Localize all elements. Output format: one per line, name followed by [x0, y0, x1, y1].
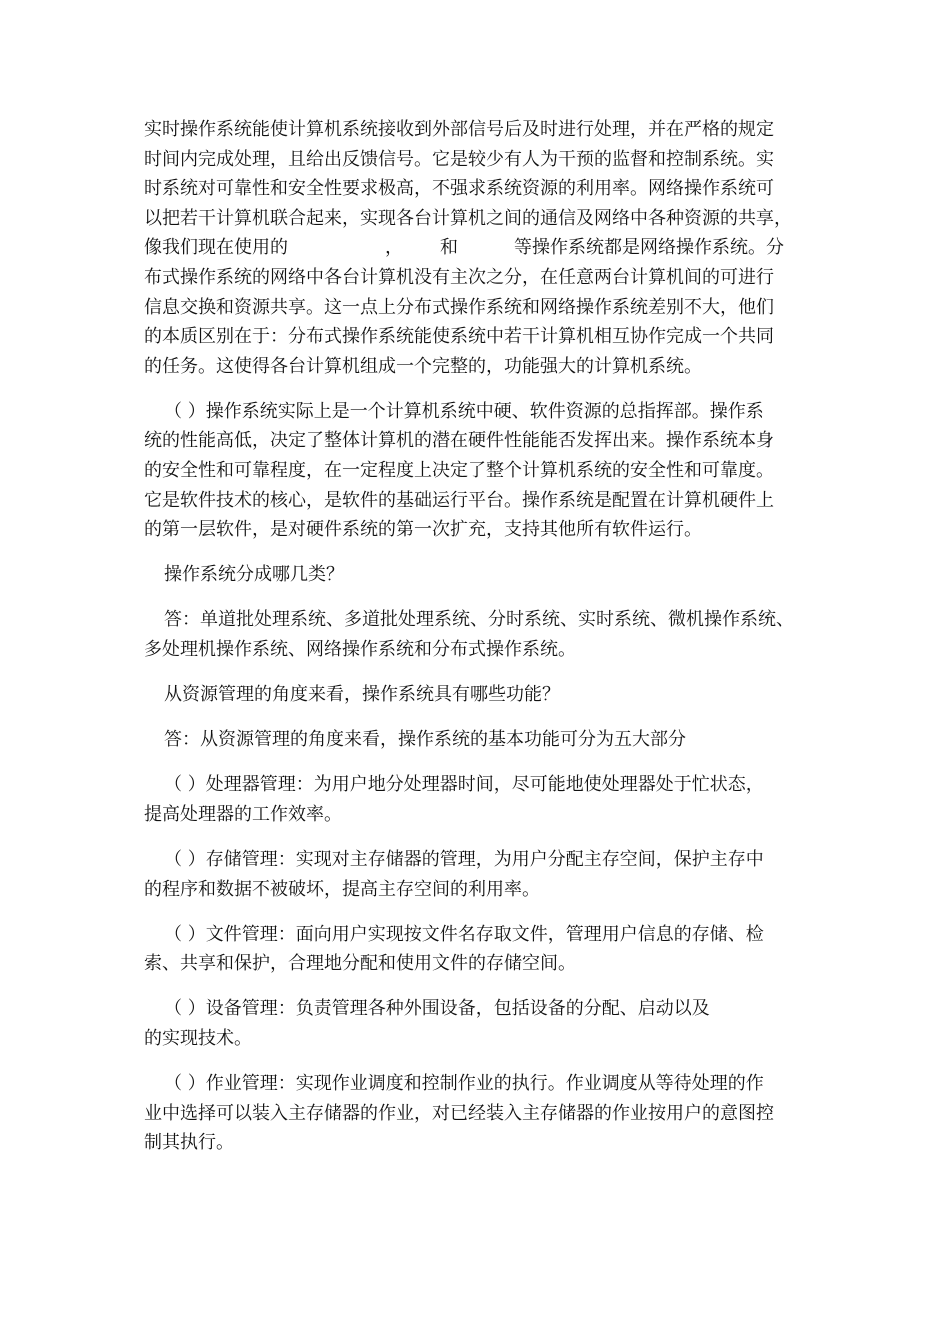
text-line: 答：单道批处理系统、多道批处理系统、分时系统、实时系统、微机操作系统、: [164, 609, 794, 631]
text-line: 的程序和数据不被破坏，提高主存空间的利用率。: [144, 878, 540, 900]
text-line: 的第一层软件，是对硬件系统的第一次扩充，支持其他所有软件运行。: [144, 519, 702, 541]
text-line: 它是软件技术的核心，是软件的基础运行平台。操作系统是配置在计算机硬件上: [144, 489, 774, 511]
text-fragment: ，: [385, 237, 403, 259]
text-line: （ ）存储管理：实现对主存储器的管理，为用户分配主存空间，保护主存中: [164, 848, 764, 870]
text-line: 布式操作系统的网络中各台计算机没有主次之分，在任意两台计算机间的可进行: [144, 266, 774, 288]
text-fragment: 像我们现在使用的: [144, 237, 288, 259]
text-line: 答：从资源管理的角度来看，操作系统的基本功能可分为五大部分: [164, 729, 686, 751]
text-line: 时系统对可靠性和安全性要求极高，不强求系统资源的利用率。网络操作系统可: [144, 178, 774, 200]
text-line: 业中选择可以装入主存储器的作业，对已经装入主存储器的作业按用户的意图控: [144, 1102, 774, 1124]
function-processor-management: [144, 770, 812, 829]
text-fragment: 和: [440, 237, 458, 259]
function-storage-management: [144, 845, 812, 904]
text-line: 多处理机操作系统、网络操作系统和分布式操作系统。: [144, 639, 576, 660]
paragraph-os-role: [144, 397, 812, 545]
text-line: 时间内完成处理，且给出反馈信号。它是较少有人为干预的监督和控制系统。实: [144, 148, 774, 170]
document-page: [144, 115, 812, 1173]
text-line: 实时操作系统能使计算机系统接收到外部信号后及时进行处理，并在严格的规定: [144, 119, 774, 140]
text-line: 的安全性和可靠程度，在一定程度上决定了整个计算机系统的安全性和可靠度。: [144, 460, 774, 482]
text-line: 索、共享和保护，合理地分配和使用文件的存储空间。: [144, 953, 576, 975]
text-line: 信息交换和资源共享。这一点上分布式操作系统和网络操作系统差别不大，他们: [144, 296, 774, 318]
text-line: 从资源管理的角度来看，操作系统具有哪些功能？: [164, 684, 560, 706]
text-line: （ ）操作系统实际上是一个计算机系统中硬、软件资源的总指挥部。操作系: [164, 400, 764, 422]
text-line: 制其执行。: [144, 1132, 234, 1154]
text-line: 统的性能高低，决定了整体计算机的潜在硬件性能能否发挥出来。操作系统本身: [144, 430, 774, 452]
text-line: 提高处理器的工作效率。: [144, 803, 342, 825]
answer-os-categories: [144, 605, 812, 664]
text-line: （ ）处理器管理：为用户地分处理器时间，尽可能地使处理器处于忙状态，: [164, 774, 764, 796]
text-line: （ ）设备管理：负责管理各种外围设备，包括设备的分配、启动以及: [164, 998, 710, 1020]
text-line: 操作系统分成哪几类？: [164, 564, 344, 586]
text-line: 的任务。这使得各台计算机组成一个完整的，功能强大的计算机系统。: [144, 355, 702, 377]
text-line-with-gaps: [144, 233, 812, 263]
function-job-management: [144, 1069, 812, 1158]
text-line: 以把若干计算机联合起来，实现各台计算机之间的通信及网络中各种资源的共享，: [144, 207, 792, 229]
function-file-management: [144, 920, 812, 979]
text-line: （ ）作业管理：实现作业调度和控制作业的执行。作业调度从等待处理的作: [164, 1073, 764, 1095]
text-line: 的实现技术。: [144, 1027, 252, 1049]
question-os-functions: [144, 680, 812, 710]
answer-os-functions: [144, 725, 812, 755]
text-fragment: 等操作系统都是网络操作系统。分: [514, 237, 784, 259]
text-line: （ ）文件管理：面向用户实现按文件名存取文件，管理用户信息的存储、检: [164, 923, 764, 945]
text-line: 的本质区别在于：分布式操作系统能使系统中若干计算机相互协作完成一个共同: [144, 326, 774, 348]
question-os-categories: [144, 560, 812, 590]
paragraph-os-types-detail: [144, 115, 812, 381]
function-device-management: [144, 994, 812, 1053]
